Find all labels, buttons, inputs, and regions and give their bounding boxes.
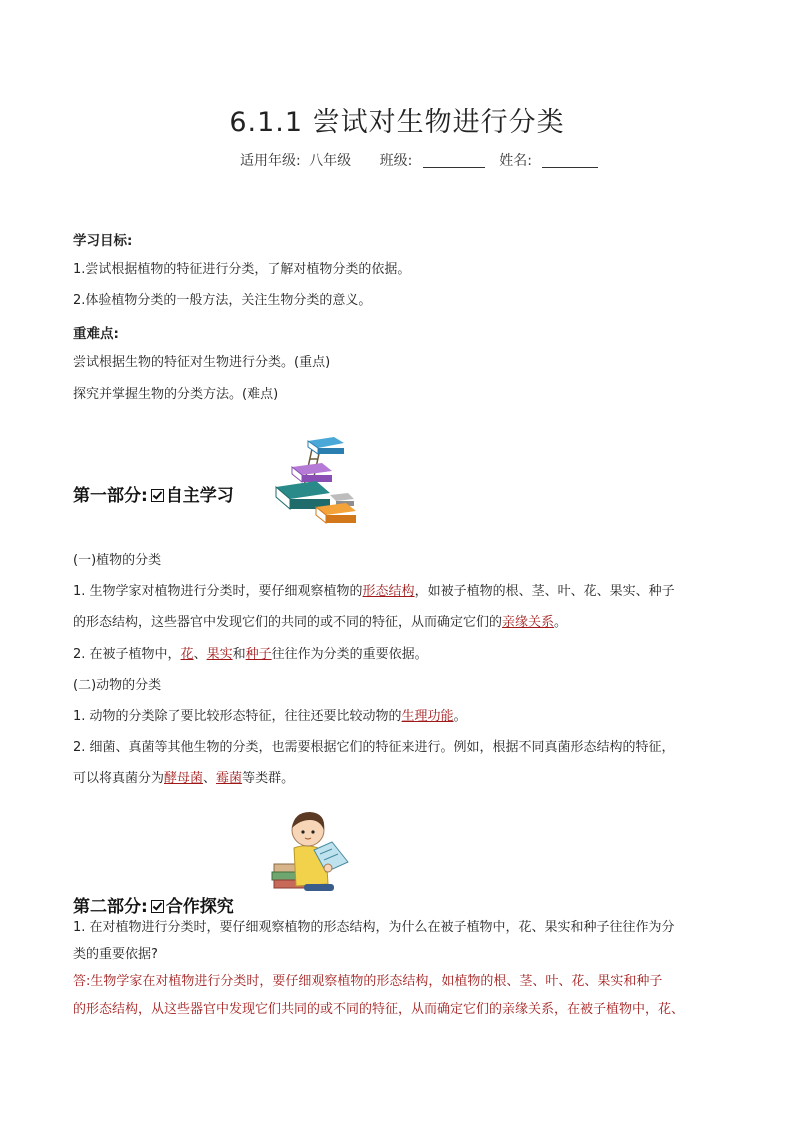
answer-fill: 酵母菌 xyxy=(164,771,204,786)
part1-question-4-line1: 2. 细菌、真菌等其他生物的分类，也需要根据它们的特征来进行。例如，根据不同真菌形态结构的特征， xyxy=(73,740,675,755)
checkbox-icon xyxy=(151,900,164,913)
answer-fill: 亲缘关系 xyxy=(502,615,555,630)
answer-fill: 生理功能 xyxy=(401,709,454,724)
part1-heading: 第一部分: 自主学习 xyxy=(73,486,234,506)
page-title: 6.1.1 尝试对生物进行分类 xyxy=(229,107,565,138)
keypoint-item: 探究并掌握生物的分类方法。(难点) xyxy=(73,387,279,402)
stacked-books-icon xyxy=(272,435,360,527)
objectives-heading: 学习目标: xyxy=(73,233,133,249)
answer-fill: 形态结构 xyxy=(362,584,415,599)
reading-boy-icon xyxy=(270,804,352,894)
class-blank[interactable] xyxy=(423,153,485,168)
part1-question-3: 1. 动物的分类除了要比较形态特征，往往还要比较动物的生理功能。 xyxy=(73,709,467,724)
part2-answer-line2: 的形态结构，从这些器官中发现它们共同的或不同的特征，从而确定它们的亲缘关系，在被子植物中，花、 xyxy=(73,1002,685,1017)
part2-heading: 第二部分: 合作探究 xyxy=(73,897,234,917)
part1-question-2: 2. 在被子植物中，花、果实和种子往往作为分类的重要依据。 xyxy=(73,647,428,662)
name-label: 姓名: xyxy=(499,153,532,169)
grade-value: 八年级 xyxy=(309,153,352,169)
name-blank[interactable] xyxy=(542,153,598,168)
animal-classification-subtitle: (二)动物的分类 xyxy=(73,678,162,693)
answer-fill: 果实 xyxy=(206,647,233,662)
objective-item: 2.体验植物分类的一般方法，关注生物分类的意义。 xyxy=(73,293,372,308)
checkbox-icon xyxy=(151,489,164,502)
header-meta xyxy=(240,150,598,170)
answer-fill: 种子 xyxy=(245,647,272,662)
part1-question-1-line1: 1. 生物学家对植物进行分类时，要仔细观察植物的形态结构，如被子植物的根、茎、叶、花、果实、种子 xyxy=(73,584,675,599)
part2-question-line2: 类的重要依据? xyxy=(73,947,158,962)
keypoint-item: 尝试根据生物的特征对生物进行分类。(重点) xyxy=(73,355,331,370)
part2-answer-line1: 答:生物学家在对植物进行分类时，要仔细观察植物的形态结构，如植物的根、茎、叶、花、果实和种子 xyxy=(73,974,663,989)
plant-classification-subtitle: (一)植物的分类 xyxy=(73,553,162,568)
answer-fill: 霉菌 xyxy=(216,771,243,786)
objective-item: 1.尝试根据植物的特征进行分类，了解对植物分类的依据。 xyxy=(73,262,411,277)
class-label: 班级: xyxy=(379,153,413,169)
keypoints-heading: 重难点: xyxy=(73,326,119,342)
grade-label: 适用年级: xyxy=(240,153,301,169)
answer-fill: 花 xyxy=(180,647,194,662)
part1-question-4-line2: 可以将真菌分为酵母菌、霉菌等类群。 xyxy=(73,771,295,786)
part2-question-line1: 1. 在对植物进行分类时，要仔细观察植物的形态结构，为什么在被子植物中，花、果实和种子往往作为分 xyxy=(73,920,675,935)
part1-question-1-line2: 的形态结构，这些器官中发现它们的共同的或不同的特征，从而确定它们的亲缘关系。 xyxy=(73,615,568,630)
